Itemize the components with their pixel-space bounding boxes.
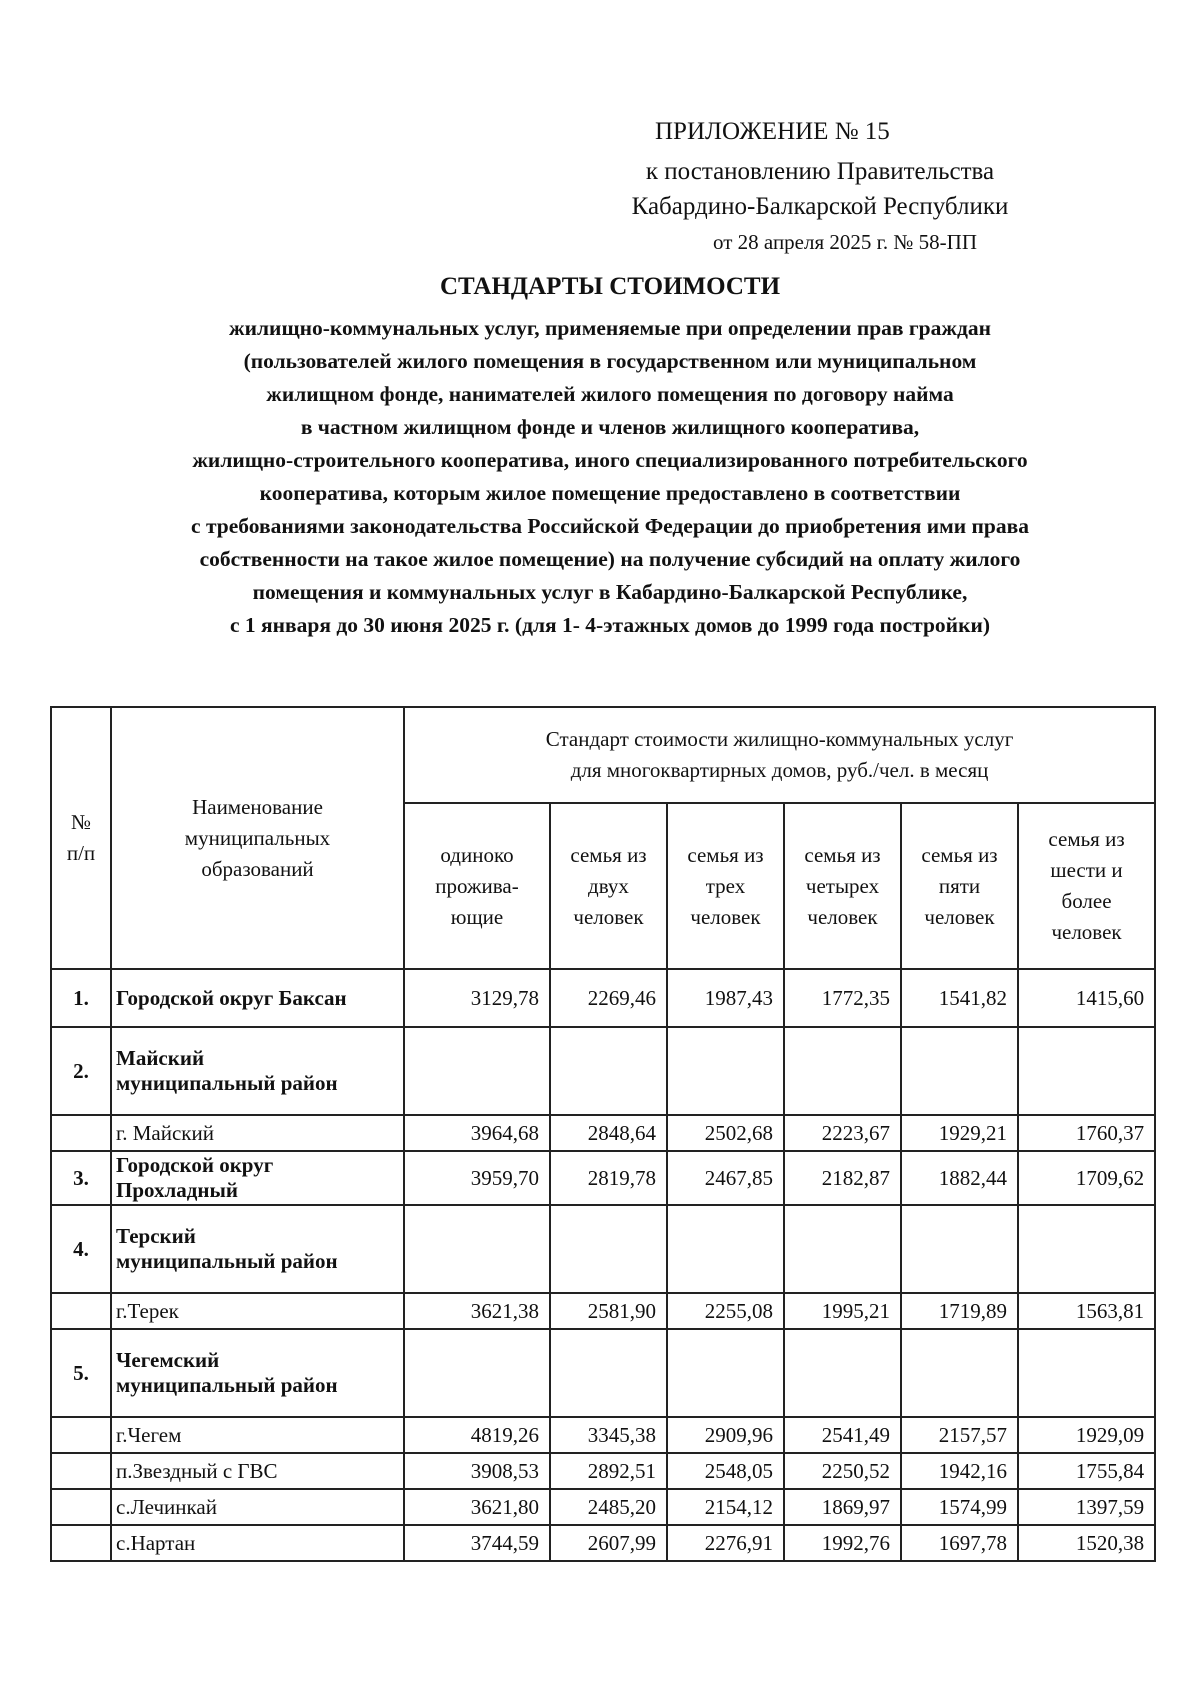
standards-table <box>50 706 1156 1562</box>
appendix-line-1: к постановлению Правительства <box>645 158 995 185</box>
row-value <box>901 1205 1018 1293</box>
row-value: 4819,26 <box>404 1417 550 1453</box>
municipality-line: муниципальный район <box>116 1373 338 1397</box>
row-municipality <box>111 969 404 1027</box>
row-value <box>667 1027 784 1115</box>
row-value: 1772,35 <box>784 969 901 1027</box>
header-number <box>51 707 111 969</box>
row-value: 2269,46 <box>550 969 667 1027</box>
subtitle-line: помещения и коммунальных услуг в Кабардино-Балкарской Республике, <box>252 580 968 604</box>
row-value: 1541,82 <box>901 969 1018 1027</box>
row-value: 3959,70 <box>404 1151 550 1205</box>
row-value <box>784 1027 901 1115</box>
row-value <box>901 1027 1018 1115</box>
row-municipality <box>111 1115 404 1151</box>
header-number-line: № <box>70 810 92 834</box>
row-value: 2157,57 <box>901 1417 1018 1453</box>
row-value: 1709,62 <box>1018 1151 1155 1205</box>
row-municipality <box>111 1525 404 1561</box>
row-value: 1882,44 <box>901 1151 1018 1205</box>
row-value: 1992,76 <box>784 1525 901 1561</box>
row-number: 2. <box>51 1027 111 1115</box>
row-value: 1869,97 <box>784 1489 901 1525</box>
municipality-line: г.Терек <box>116 1298 179 1323</box>
row-value: 2581,90 <box>550 1293 667 1329</box>
document-title: СТАНДАРТЫ СТОИМОСТИ <box>439 273 781 300</box>
table-row <box>51 1151 1155 1205</box>
row-municipality <box>111 1205 404 1293</box>
subheader-line: четырех <box>805 873 880 898</box>
table-row <box>51 1417 1155 1453</box>
row-value: 2848,64 <box>550 1115 667 1151</box>
subtitle-line: собственности на такое жилое помещение) на получение субсидий на оплату жилого <box>199 547 1021 571</box>
subheader-household-6 <box>1018 803 1155 969</box>
row-value <box>1018 1329 1155 1417</box>
header-cost-standard-line: для многоквартирных домов, руб./чел. в месяц <box>570 758 989 782</box>
row-value: 1942,16 <box>901 1453 1018 1489</box>
subtitle-line: жилищно-строительного кооператива, иного специализированного потребительского <box>192 448 1028 472</box>
row-number <box>51 1293 111 1329</box>
subheader-line: пяти <box>938 873 981 898</box>
row-value: 3964,68 <box>404 1115 550 1151</box>
subheader-line: человек <box>690 904 761 929</box>
table-row <box>51 1329 1155 1417</box>
row-value <box>404 1329 550 1417</box>
row-value <box>404 1027 550 1115</box>
row-municipality <box>111 1489 404 1525</box>
row-value: 1719,89 <box>901 1293 1018 1329</box>
row-value: 2250,52 <box>784 1453 901 1489</box>
municipality-line: муниципальный район <box>116 1249 338 1273</box>
subheader-line: одиноко <box>440 842 514 867</box>
municipality-line: г. Майский <box>116 1120 214 1145</box>
row-number <box>51 1489 111 1525</box>
row-value: 2607,99 <box>550 1525 667 1561</box>
municipality-line: Чегемский <box>116 1348 220 1372</box>
table-row <box>51 1027 1155 1115</box>
row-municipality <box>111 1293 404 1329</box>
subtitle-line: с требованиями законодательства Российской Федерации до приобретения ими права <box>191 514 1029 538</box>
municipality-line: Прохладный <box>116 1178 238 1202</box>
table-row <box>51 969 1155 1027</box>
row-value: 2154,12 <box>667 1489 784 1525</box>
appendix-number: ПРИЛОЖЕНИЕ № 15 <box>655 118 890 145</box>
row-value: 2223,67 <box>784 1115 901 1151</box>
header-municipality-line: муниципальных <box>184 825 331 850</box>
subheader-line: трех <box>705 873 746 898</box>
row-value: 1760,37 <box>1018 1115 1155 1151</box>
appendix-line-3: от 28 апреля 2025 г. № 58-ПП <box>713 230 977 254</box>
row-number: 5. <box>51 1329 111 1417</box>
municipality-line: Майский <box>116 1046 205 1070</box>
row-value: 1995,21 <box>784 1293 901 1329</box>
subtitle-line: в частном жилищном фонде и членов жилищного кооператива, <box>300 415 920 439</box>
subheader-line: человек <box>1051 920 1122 944</box>
subtitle-line: с 1 января до 30 июня 2025 г. (для 1- 4-этажных домов до 1999 года постройки) <box>229 613 991 637</box>
row-value <box>550 1205 667 1293</box>
subtitle-line: (пользователей жилого помещения в государственном или муниципальном <box>243 349 977 373</box>
subheader-household-1 <box>404 803 550 969</box>
row-value <box>1018 1027 1155 1115</box>
row-number: 4. <box>51 1205 111 1293</box>
subheader-line: семья из <box>570 842 647 867</box>
row-value: 2819,78 <box>550 1151 667 1205</box>
document-subtitle <box>50 312 1170 642</box>
appendix-line-2: Кабардино-Балкарской Республики <box>631 193 1009 220</box>
row-value: 2548,05 <box>667 1453 784 1489</box>
row-number <box>51 1453 111 1489</box>
subheader-household-4 <box>784 803 901 969</box>
subheader-line: человек <box>573 904 644 929</box>
row-value: 2182,87 <box>784 1151 901 1205</box>
header-municipality-line: Наименование <box>192 794 323 819</box>
municipality-line: г.Чегем <box>116 1422 182 1447</box>
subheader-line: человек <box>807 904 878 929</box>
subtitle-line: жилищно-коммунальных услуг, применяемые при определении прав граждан <box>229 316 991 340</box>
header-municipality-line: образований <box>201 856 314 881</box>
row-value: 3129,78 <box>404 969 550 1027</box>
municipality-line: с.Нартан <box>116 1530 196 1555</box>
row-municipality <box>111 1453 404 1489</box>
row-value <box>550 1027 667 1115</box>
row-municipality <box>111 1151 404 1205</box>
row-value <box>784 1329 901 1417</box>
municipality-line: с.Лечинкай <box>116 1494 217 1519</box>
subheader-line: прожива- <box>435 873 519 898</box>
header-municipality <box>111 707 404 969</box>
subheader-line: семья из <box>1048 827 1125 851</box>
row-number: 1. <box>51 969 111 1027</box>
table-row <box>51 1205 1155 1293</box>
row-value: 3908,53 <box>404 1453 550 1489</box>
subheader-line: семья из <box>804 842 881 867</box>
row-value: 3621,38 <box>404 1293 550 1329</box>
row-value: 2502,68 <box>667 1115 784 1151</box>
table-row <box>51 1293 1155 1329</box>
row-value: 1987,43 <box>667 969 784 1027</box>
table-row <box>51 1525 1155 1561</box>
row-value: 1929,21 <box>901 1115 1018 1151</box>
row-value: 1563,81 <box>1018 1293 1155 1329</box>
row-number <box>51 1115 111 1151</box>
subheader-household-2 <box>550 803 667 969</box>
subtitle-line: жилищном фонде, нанимателей жилого помещения по договору найма <box>266 382 954 406</box>
table-row <box>51 1453 1155 1489</box>
row-municipality <box>111 1417 404 1453</box>
subheader-line: шести и <box>1050 858 1123 882</box>
row-value: 2255,08 <box>667 1293 784 1329</box>
row-value: 3345,38 <box>550 1417 667 1453</box>
row-value <box>667 1205 784 1293</box>
subtitle-line: кооператива, которым жилое помещение предоставлено в соответствии <box>259 481 961 505</box>
row-number <box>51 1417 111 1453</box>
row-municipality <box>111 1329 404 1417</box>
subheader-household-5 <box>901 803 1018 969</box>
row-value: 2485,20 <box>550 1489 667 1525</box>
row-value: 3744,59 <box>404 1525 550 1561</box>
municipality-line: Городской округ Баксан <box>116 985 347 1010</box>
row-value <box>667 1329 784 1417</box>
header-cost-standard <box>404 707 1155 803</box>
row-municipality <box>111 1027 404 1115</box>
subheader-line: более <box>1061 889 1112 913</box>
row-value: 2276,91 <box>667 1525 784 1561</box>
subheader-line: ющие <box>450 904 504 929</box>
row-value: 1755,84 <box>1018 1453 1155 1489</box>
header-cost-standard-line: Стандарт стоимости жилищно-коммунальных услуг <box>545 727 1014 751</box>
subheader-line: двух <box>588 873 629 898</box>
municipality-line: п.Звездный с ГВС <box>116 1458 278 1483</box>
subheader-line: человек <box>924 904 995 929</box>
row-value <box>901 1329 1018 1417</box>
row-value: 1397,59 <box>1018 1489 1155 1525</box>
subheader-household-3 <box>667 803 784 969</box>
row-number <box>51 1525 111 1561</box>
table-row <box>51 1115 1155 1151</box>
row-value <box>784 1205 901 1293</box>
row-value: 1520,38 <box>1018 1525 1155 1561</box>
row-value: 2467,85 <box>667 1151 784 1205</box>
row-value: 3621,80 <box>404 1489 550 1525</box>
row-value <box>550 1329 667 1417</box>
row-value: 1929,09 <box>1018 1417 1155 1453</box>
row-value: 2541,49 <box>784 1417 901 1453</box>
row-number: 3. <box>51 1151 111 1205</box>
municipality-line: Терский <box>116 1224 196 1248</box>
header-number-line: п/п <box>66 841 96 865</box>
municipality-line: муниципальный район <box>116 1071 338 1095</box>
table-row <box>51 1489 1155 1525</box>
row-value: 1697,78 <box>901 1525 1018 1561</box>
row-value <box>1018 1205 1155 1293</box>
row-value <box>404 1205 550 1293</box>
municipality-line: Городской округ <box>116 1153 274 1177</box>
row-value: 1415,60 <box>1018 969 1155 1027</box>
row-value: 2892,51 <box>550 1453 667 1489</box>
row-value: 2909,96 <box>667 1417 784 1453</box>
subheader-line: семья из <box>687 842 764 867</box>
subheader-line: семья из <box>921 842 998 867</box>
row-value: 1574,99 <box>901 1489 1018 1525</box>
